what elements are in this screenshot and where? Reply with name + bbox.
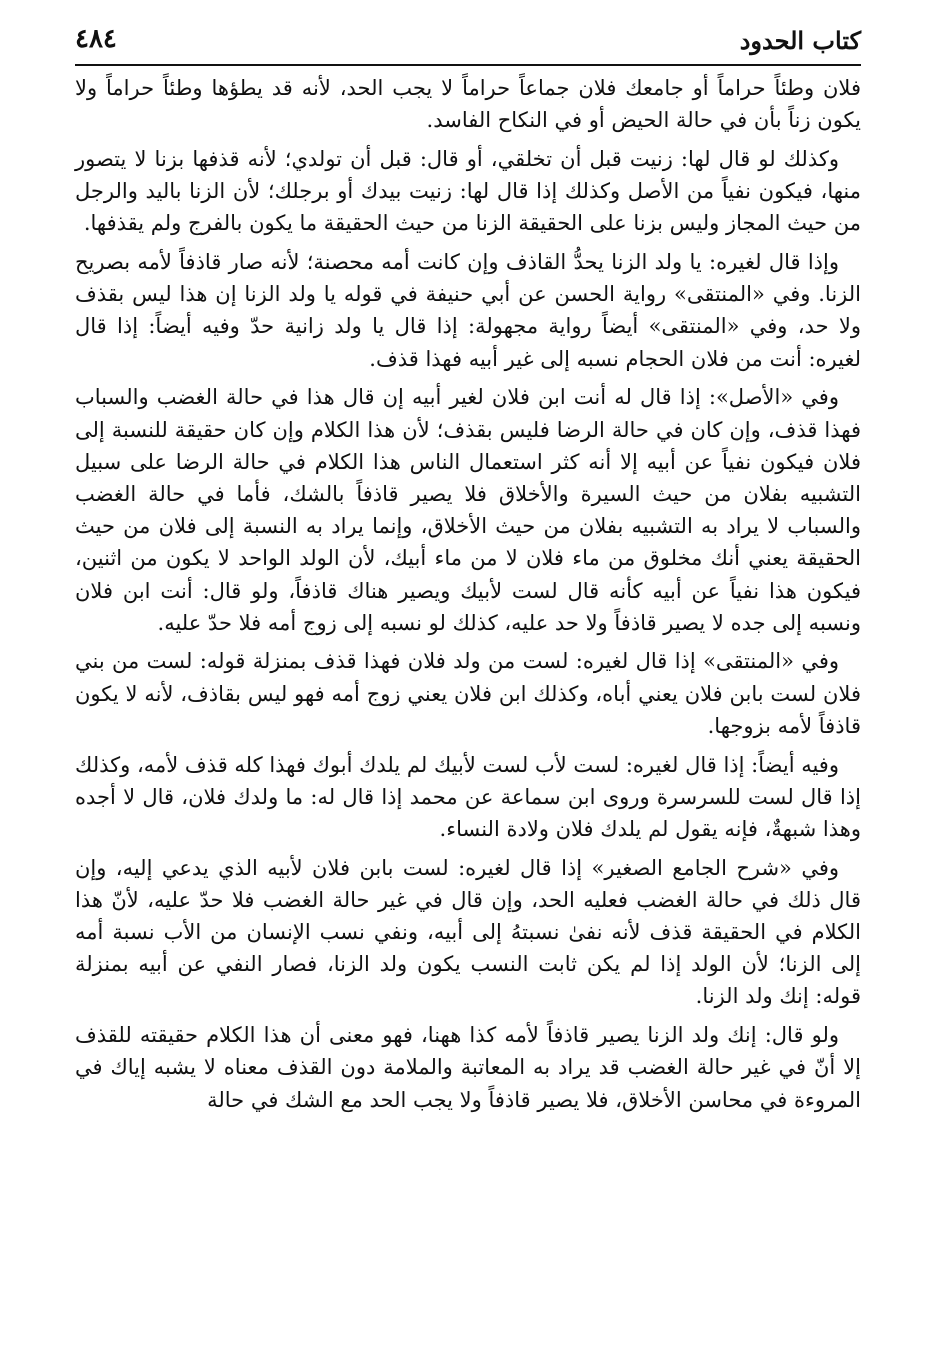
header-rule [75,64,861,66]
paragraph: ولو قال: إنك ولد الزنا يصير قاذفاً لأمه كذا ههنا، فهو معنى أن هذا الكلام حقيقته للقذف إلا أنّ في غير حالة الغضب قد يراد به المعاتبة والملامة دون القذف معناه لا يشبه إياك في المروءة في محاسن الأخلاق، فلا يصير قاذفاً ولا يجب الحد مع الشك في حالة [75,1023,861,1112]
running-title: كتاب الحدود [739,26,861,55]
paragraph: وكذلك لو قال لها: زنيت قبل أن تخلقي، أو قال: قبل أن تولدي؛ لأنه قذفها بزنا لا يتصور منها، فيكون نفياً من الأصل وكذلك إذا قال لها: زنيت بيدك أو برجلك؛ لأن الزنا باليد والرجل من حيث المجاز وليس بزنا على الحقيقة الزنا من حيث الحقيقة ما يكون بالفرج ولم يقذفها. [75,146,861,236]
page-header [75,22,861,66]
paragraph: فلان وطئاً حراماً أو جامعك فلان جماعاً حراماً لا يجب الحد، لأنه قد يطؤها وطئاً حراماً ولا يكون زناً بأن في حالة الحيض أو في النكاح الفاسد. [75,76,861,133]
body-text [75,72,861,1122]
paragraph: وفي «المنتقى» إذا قال لغيره: لست من ولد فلان فهذا قذف بمنزلة قوله: لست من بني فلان لست بابن فلان يعني أباه، وكذلك ابن فلان يعني زوج أمه فهو ليس بقاذف، لأنه لا يكون قاذفاً لأمه بزوجها. [75,649,861,738]
paragraph: وفيه أيضاً: إذا قال لغيره: لست لأب لست لأبيك لم يلدك أبوك فهذا كله قذف لأمه، وكذلك إذا قال لست للسرسرة وروى ابن سماعة عن محمد إذا قال له: ما ولدك فلان، قال لا أجده وهذا شبهةٌ، فإنه يقول لم يلدك فلان ولادة النساء. [75,752,861,841]
paragraph: وفي «شرح الجامع الصغير» إذا قال لغيره: لست بابن فلان لأبيه الذي يدعي إليه، وإن قال ذلك في حالة الغضب فعليه الحد، وإن قال في غير حالة الغضب فلا حدّ عليه، لأنّ هذا الكلام في الحقيقة قذف لأنه نفىٰ نسبتهُ إلى أبيه، ونفي نسب الإنسان من الأب نسبة أمه إلى الزنا؛ لأن الولد إذا لم يكن ثابت النسب يكون ولد الزنا، فصار النفي عن أبيه بمنزلة قوله: إنك ولد الزنا. [75,855,861,1009]
paragraph: وفي «الأصل»: إذا قال له أنت ابن فلان لغير أبيه إن قال هذا في حالة الغضب والسباب فهذا قذف، وإن كان في حالة الرضا فليس بقذف؛ لأن هذا الكلام وإن كان حقيقة للنسبة إلى فلان فيكون نفياً عن أبيه إلا أنه كثر استعمال الناس هذا الكلام في حالة الرضا على سبيل التشبيه بفلان من حيث السيرة والأخلاق فلا يصير قاذفاً بالشك، فأما في حالة الغضب والسباب لا يراد به التشبيه بفلان من حيث الأخلاق، وإنما يراد به النسبة إلى فلان من حيث الحقيقة يعني أنك مخلوق من ماء فلان لا من ماء أبيك، لأن الولد الواحد لا يكون من اثنين، فيكون هذا نفياً عن أبيه كأنه قال لست لأبيك ويصير هناك قاذفاً، ولو قال: أنت ابن فلان ونسبه إلى جده لا يصير قاذفاً ولا حد عليه، كذلك لو نسبه إلى زوج أمه فلا حدّ عليه. [75,385,861,635]
page-number: ٤٨٤ [75,24,117,54]
paragraph: وإذا قال لغيره: يا ولد الزنا يحدُّ القاذف وإن كانت أمه محصنة؛ لأنه صار قاذفاً لأمه بصريح الزنا. وفي «المنتقى» رواية الحسن عن أبي حنيفة في قوله يا ولد الزنا إن هذا ليس بقذف ولا حد، وفي «المنتقى» أيضاً رواية مجهولة: إذا قال يا ولد زانية حدّ وفيه أيضاً: إذا قال لغيره: أنت من فلان الحجام نسبه إلى غير أبيه فهذا قذف. [75,250,861,371]
